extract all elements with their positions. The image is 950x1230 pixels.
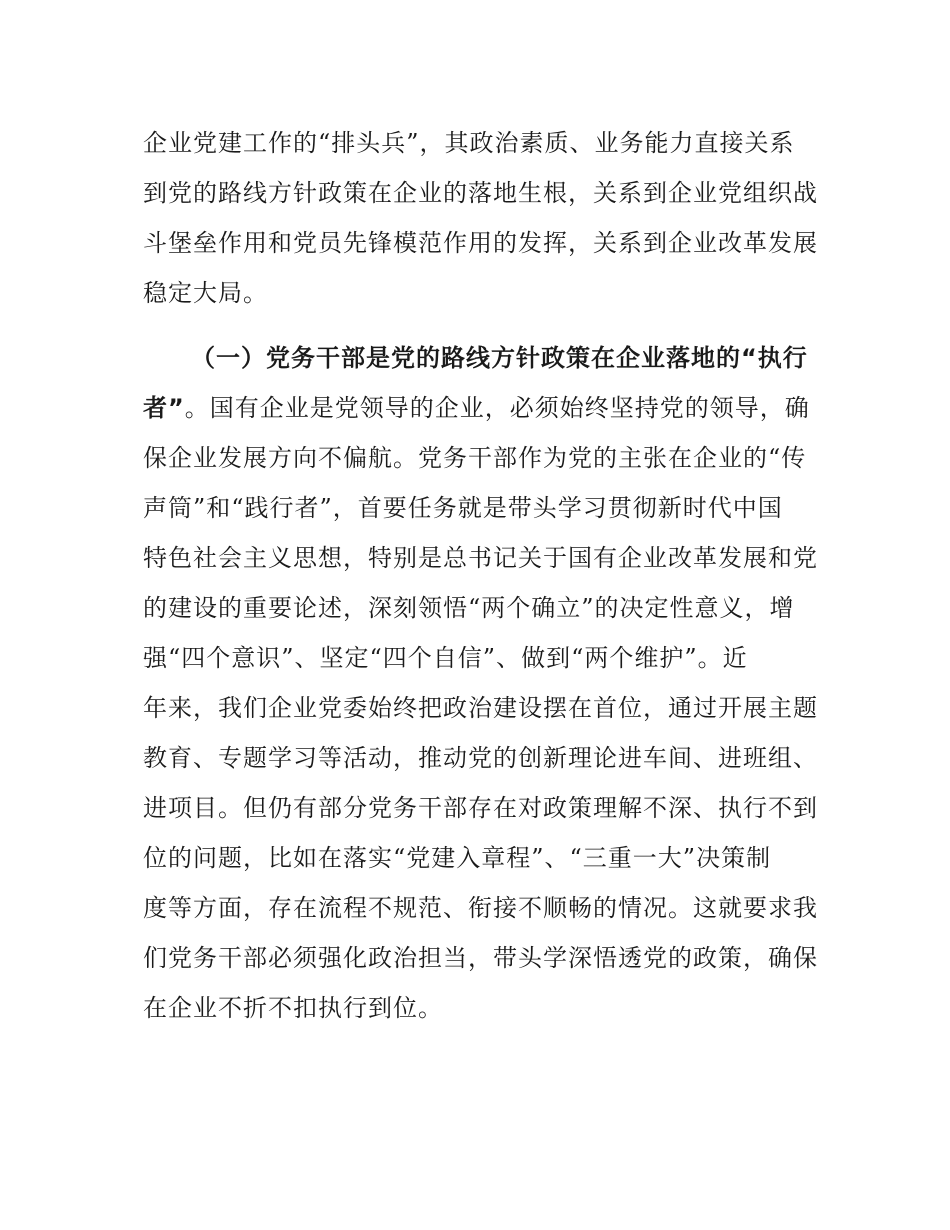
paragraph2-line: 的建设的重要论述，深刻领悟“两个确立”的决定性意义，增 <box>143 594 795 622</box>
paragraph2-line: 位的问题，比如在落实“党建入章程”、“三重一大”决策制 <box>143 844 772 872</box>
section-heading: （一）党务干部是党的路线方针政策在企业落地的“执行 <box>191 344 808 372</box>
paragraph2-line: 度等方面，存在流程不规范、衔接不顺畅的情况。这就要求我 <box>143 894 818 922</box>
paragraph2-line: 强“四个意识”、坚定“四个自信”、做到“两个维护”。近 <box>143 644 748 672</box>
paragraph2-line: 进项目。但仍有部分党务干部存在对政策理解不深、执行不到 <box>143 794 818 822</box>
paragraph1-line: 到党的路线方针政策在企业的落地生根，关系到企业党组织战 <box>143 179 818 207</box>
paragraph2-line: 教育、专题学习等活动，推动党的创新理论进车间、进班组、 <box>143 744 818 772</box>
paragraph2-line <box>143 393 810 423</box>
paragraph2-line: 在企业不折不扣执行到位。 <box>143 994 443 1022</box>
paragraph1-line: 企业党建工作的“排头兵”，其政治素质、业务能力直接关系 <box>143 129 795 157</box>
paragraph2-line: 声筒”和“践行者”，首要任务就是带头学习贯彻新时代中国 <box>143 494 783 522</box>
section-heading-end: 者” <box>143 394 185 422</box>
paragraph2-line-rest: 。国有企业是党领导的企业，必须始终坚持党的领导，确 <box>184 394 810 422</box>
paragraph2-line: 年来，我们企业党委始终把政治建设摆在首位，通过开展主题 <box>143 694 818 722</box>
paragraph1-line: 斗堡垒作用和党员先锋模范作用的发挥，关系到企业改革发展 <box>143 229 818 257</box>
paragraph2-line: 特色社会主义思想，特别是总书记关于国有企业改革发展和党 <box>143 544 818 572</box>
paragraph2-line: 们党务干部必须强化政治担当，带头学深悟透党的政策，确保 <box>143 944 818 972</box>
paragraph1-line: 稳定大局。 <box>143 279 268 307</box>
paragraph2-line: 保企业发展方向不偏航。党务干部作为党的主张在企业的“传 <box>143 444 807 472</box>
